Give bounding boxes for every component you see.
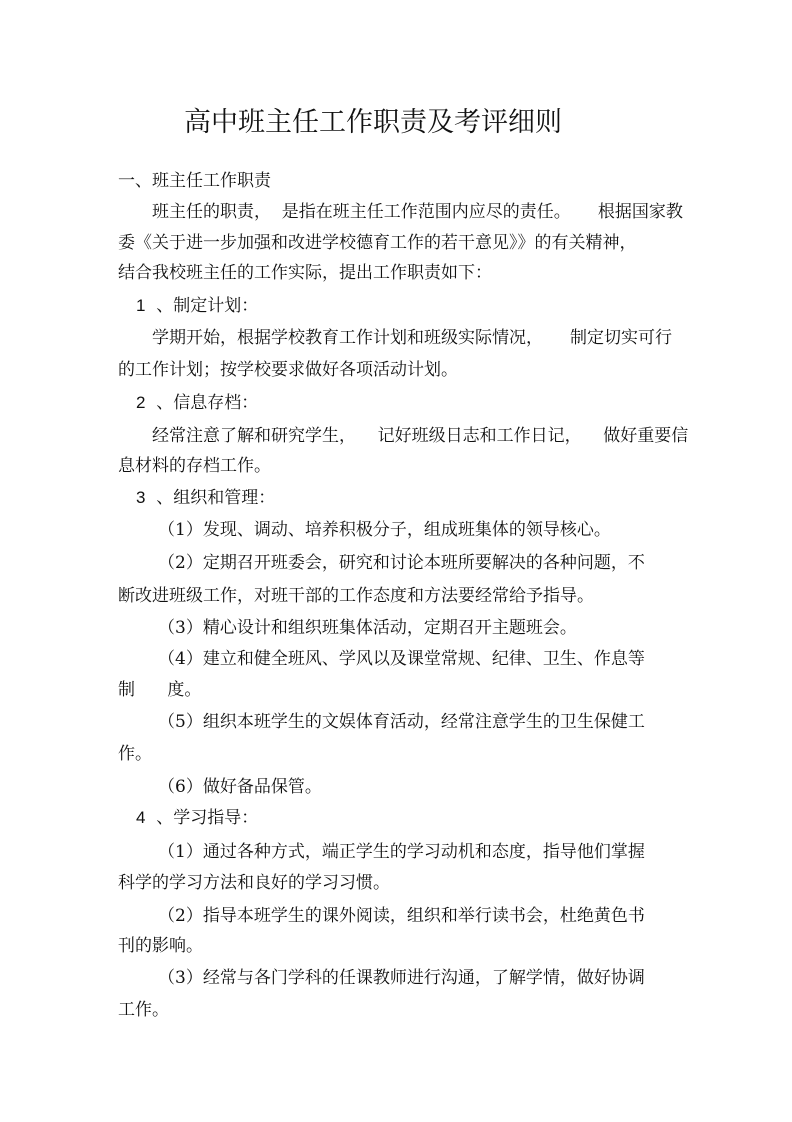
- item-number: 3: [136, 488, 146, 507]
- paragraph-line: 结合我校班主任的工作实际，提出工作职责如下：: [118, 263, 492, 283]
- item-heading-1: [136, 295, 258, 317]
- paragraph-line: 学期开始，根据学校教育工作计划和班级实际情况， 制定切实可行: [152, 328, 673, 348]
- paragraph-line: 班主任的职责， 是指在班主任工作范围内应尽的责任。 根据国家教: [152, 202, 683, 222]
- paragraph-line: （1）发现、调动、培养积极分子，组成班集体的领导核心。: [158, 520, 611, 540]
- item-label: 、学习指导：: [156, 808, 259, 828]
- item-heading-3: [136, 487, 275, 509]
- paragraph-line: （2）定期召开班委会，研究和讨论本班所要解决的各种问题，不: [158, 553, 645, 573]
- section-heading: 一、班主任工作职责: [118, 171, 271, 191]
- item-heading-2: [136, 392, 258, 414]
- paragraph-line: 委《关于进一步加强和改进学校德育工作的若干意见》》的有关精神，: [118, 233, 637, 253]
- paragraph-line: 工作。: [118, 1000, 169, 1020]
- paragraph-line: （5）组织本班学生的文娱体育活动，经常注意学生的卫生保健工: [158, 712, 645, 732]
- paragraph-line: 经常注意了解和研究学生， 记好班级日志和工作日记， 做好重要信: [152, 426, 689, 446]
- item-number: 2: [136, 393, 146, 412]
- item-label: 、信息存档：: [156, 393, 259, 413]
- document-title: 高中班主任工作职责及考评细则: [184, 107, 562, 138]
- paragraph-line: （2）指导本班学生的课外阅读，组织和举行读书会，杜绝黄色书: [158, 906, 645, 926]
- paragraph-line: 的工作计划；按学校要求做好各项活动计划。: [118, 360, 458, 380]
- paragraph-line: （3）精心设计和组织班集体活动，定期召开主题班会。: [158, 618, 577, 638]
- paragraph-line: 科学的学习方法和良好的学习习惯。: [118, 873, 390, 893]
- item-label: 、组织和管理：: [156, 488, 276, 508]
- paragraph-line: 刊的影响。: [118, 936, 203, 956]
- paragraph-line: （1）通过各种方式，端正学生的学习动机和态度，指导他们掌握: [158, 842, 645, 862]
- paragraph-line: （4）建立和健全班风、学风以及课堂常规、纪律、卫生、作息等: [158, 649, 645, 669]
- paragraph-line: 作。: [118, 744, 152, 764]
- paragraph-line: 制 度。: [118, 680, 202, 700]
- item-heading-4: [136, 807, 258, 829]
- item-number: 1: [136, 296, 146, 315]
- paragraph-line: 息材料的存档工作。: [118, 456, 271, 476]
- paragraph-line: （6）做好备品保管。: [158, 777, 322, 797]
- item-label: 、制定计划：: [156, 296, 259, 316]
- paragraph-line: （3）经常与各门学科的任课教师进行沟通，了解学情，做好协调: [158, 968, 645, 988]
- item-number: 4: [136, 808, 146, 827]
- paragraph-line: 断改进班级工作，对班干部的工作态度和方法要经常给予指导。: [118, 586, 594, 606]
